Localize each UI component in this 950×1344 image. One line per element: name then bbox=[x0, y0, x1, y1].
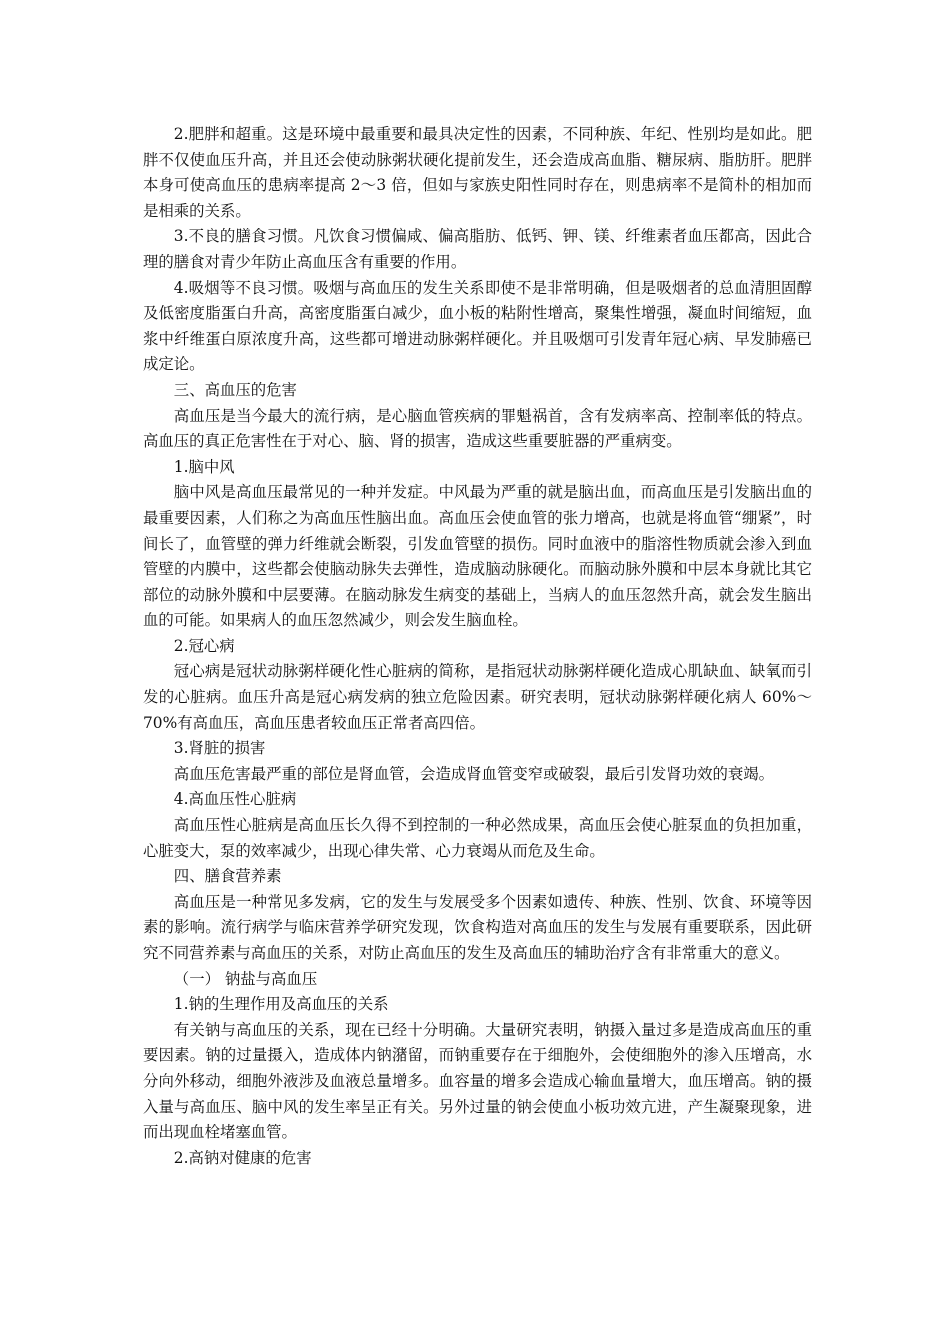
subheading-coronary: 2.冠心病 bbox=[173, 636, 235, 655]
subheading-stroke: 1.脑中风 bbox=[173, 457, 235, 476]
paragraph-heart-disease: 高血压性心脏病是高血压长久得不到控制的一种必然成果，高血压会使心脏泵血的负担加重，心脏变大，泵的效率减少，出现心律失常、心力衰竭从而危及生命。 bbox=[143, 816, 812, 860]
subheading-high-sodium-harm: 2.高钠对健康的危害 bbox=[173, 1148, 312, 1167]
paragraph-smoking: 4.吸烟等不良习惯。吸烟与高血压的发生关系即使不是非常明确，但是吸烟者的总血清胆固醇及低密度脂蛋白升高，高密度脂蛋白减少，血小板的粘附性增高，聚集性增强，凝血时间缩短，血浆中纤维蛋白原浓度升高，这些都可增进动脉粥样硬化。并且吸烟可引发青年冠心病、早发肺癌已成定论。 bbox=[143, 278, 812, 374]
subheading-sodium-physiology: 1.钠的生理作用及高血压的关系 bbox=[173, 995, 389, 1014]
paragraph-stroke: 脑中风是高血压最常见的一种并发症。中风最为严重的就是脑出血，而高血压是引发脑出血的最重要因素，人们称之为高血压性脑出血。高血压会使血管的张力增高，也就是将血管“绷紧”，时间长了，血管壁的弹力纤维就会断裂，引发血管壁的损伤。同时血液中的脂溶性物质就会渗入到血管壁的内膜中，这些都会使脑动脉失去弹性，造成脑动脉硬化。而脑动脉外膜和中层本身就比其它部位的动脉外膜和中层要薄。在脑动脉发生病变的基础上，当病人的血压忽然升高，就会发生脑出血的可能。如果病人的血压忽然减少，则会发生脑血栓。 bbox=[143, 483, 812, 630]
paragraph-sodium-physiology: 有关钠与高血压的关系，现在已经十分明确。大量研究表明，钠摄入量过多是造成高血压的重要因素。钠的过量摄入，造成体内钠潴留，而钠重要存在于细胞外，会使细胞外的渗入压增高，水分向外移动，细胞外液涉及血液总量增多。血容量的增多会造成心输血量增大，血压增高。钠的摄入量与高血压、脑中风的发生率呈正有关。另外过量的钠会使血小板功效亢进，产生凝聚现象，进而出现血栓堵塞血管。 bbox=[143, 1020, 812, 1142]
subheading-kidney: 3.肾脏的损害 bbox=[173, 739, 266, 758]
section-heading-harm: 三、高血压的危害 bbox=[173, 380, 297, 399]
paragraph-harm-intro: 高血压是当今最大的流行病，是心脑血管疾病的罪魁祸首，含有发病率高、控制率低的特点。高血压的真正危害性在于对心、脑、肾的损害，造成这些重要脏器的严重病变。 bbox=[143, 406, 812, 451]
document-page bbox=[143, 122, 812, 1171]
paragraph-diet-habits: 3.不良的膳食习惯。凡饮食习惯偏咸、偏高脂肪、低钙、钾、镁、纤维素者血压都高，因此合理的膳食对青少年防止高血压含有重要的作用。 bbox=[143, 227, 812, 271]
paragraph-obesity: 2.肥胖和超重。这是环境中最重要和最具决定性的因素，不同种族、年纪、性别均是如此。肥胖不仅使血压升高，并且还会使动脉粥状硬化提前发生，还会造成高血脂、糖尿病、脂肪肝。肥胖本身可使高血压的患病率提高 2～3 倍，但如与家族史阳性同时存在，则患病率不是简朴的相加而是相乘的关系。 bbox=[143, 125, 812, 220]
paragraph-nutrients-intro: 高血压是一种常见多发病，它的发生与发展受多个因素如遗传、种族、性别、饮食、环境等因素的影响。流行病学与临床营养学研究发现，饮食构造对高血压的发生与发展有重要联系，因此研究不同营养素与高血压的关系，对防止高血压的发生及高血压的辅助治疗含有非常重大的意义。 bbox=[143, 892, 812, 962]
subheading-heart-disease: 4.高血压性心脏病 bbox=[173, 790, 297, 809]
paragraph-coronary: 冠心病是冠状动脉粥样硬化性心脏病的简称，是指冠状动脉粥样硬化造成心肌缺血、缺氧而引发的心脏病。血压升高是冠心病发病的独立危险因素。研究表明，冠状动脉粥样硬化病人 60%～70%有高血压，高血压患者较血压正常者高四倍。 bbox=[143, 662, 812, 732]
section-heading-nutrients: 四、膳食营养素 bbox=[173, 867, 282, 886]
paragraph-kidney: 高血压危害最严重的部位是肾血管，会造成肾血管变窄或破裂，最后引发肾功效的衰竭。 bbox=[173, 764, 775, 783]
subheading-sodium: （一） 钠盐与高血压 bbox=[173, 969, 318, 988]
